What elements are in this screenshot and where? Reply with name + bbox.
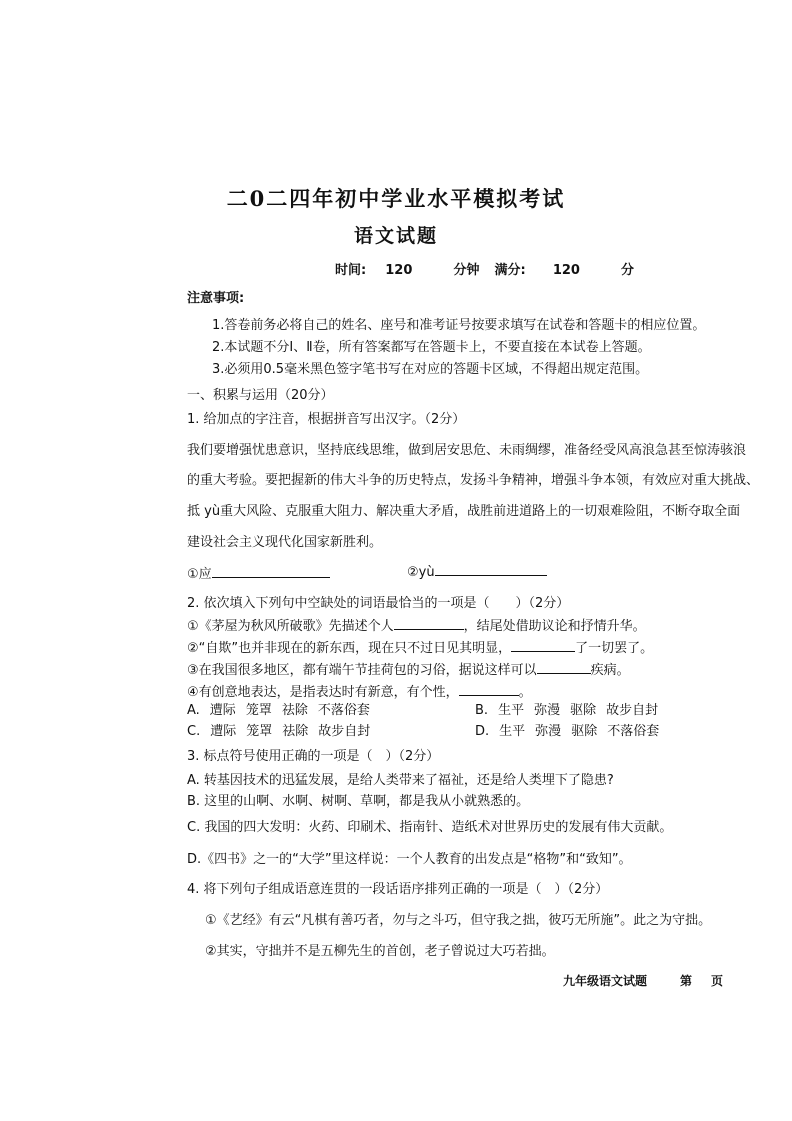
answer-blank[interactable] [212, 565, 330, 578]
footer-page-label: 第 [680, 974, 693, 988]
q2-option-b[interactable] [475, 699, 658, 718]
time-label: 时间: [335, 263, 367, 278]
option-word: 故步自封 [606, 703, 659, 718]
notice-item: 3.必须用0.5毫米黑色签字笔书写在对应的答题卡区域，不得超出规定范围。 [212, 362, 649, 377]
exam-meta [335, 259, 634, 278]
option-word: 不落俗套 [317, 703, 370, 718]
time-value: 120 [385, 263, 413, 278]
notice-heading: 注意事项: [187, 291, 245, 306]
option-word: 驱除 [571, 724, 598, 739]
q3-option-b[interactable]: B. 这里的山啊、水啊、树啊、草啊，都是我从小就熟悉的。 [187, 794, 530, 809]
q3-option-c[interactable]: C. 我国的四大发明：火药、印刷术、指南针、造纸术对世界历史的发展有伟大贡献。 [187, 820, 673, 835]
q1-passage-line: 建设社会主义现代化国家新胜利。 [187, 535, 383, 550]
q2-sentence-3 [187, 659, 630, 678]
q2-sentence-2-end: 了一切罢了。 [575, 641, 654, 656]
q1-blank-1-label: ①应 [187, 567, 212, 582]
q1-blank-1 [187, 563, 330, 582]
q1-passage-line: 我们要增强忧患意识，坚持底线思维，做到居安思危、未雨绸缪，准备经受风高浪急甚至惊涛骇浪 [187, 443, 747, 458]
option-word: 笼罩 [245, 703, 272, 718]
option-word: 故步自封 [318, 724, 371, 739]
answer-blank[interactable] [511, 639, 575, 652]
q4-sentence-1: ①《艺经》有云“凡棋有善巧者，勿与之斗巧，但守我之拙，彼巧无所施”。此之为守拙。 [205, 913, 712, 928]
q2-sentence-4-start: ④有创意地表达，是指表达时有新意，有个性， [187, 685, 459, 700]
option-label: C. [187, 724, 201, 739]
q1-passage-line: 抵 yù重大风险、克服重大阻力、解决重大矛盾，战胜前进道路上的一切艰难险阻，不断夺取全面 [187, 504, 741, 519]
time-unit: 分钟 [453, 263, 480, 278]
option-word: 生平 [499, 724, 526, 739]
q1-blank-2 [407, 563, 547, 580]
q3-stem: 3. 标点符号使用正确的一项是（ ）（2分） [187, 749, 440, 764]
option-word: 祛除 [281, 703, 308, 718]
exam-title: 二0二四年初中学业水平模拟考试 [226, 186, 566, 211]
q4-stem: 4. 将下列句子组成语意连贯的一段话语序排列正确的一项是（ ）（2分） [187, 882, 609, 897]
q2-sentence-2-start: ②“自欺”也并非现在的新东西，现在只不过日见其明显， [187, 641, 512, 656]
option-label: B. [475, 703, 489, 718]
q2-sentence-1-start: ①《茅屋为秋风所破歌》先描述个人 [187, 619, 394, 634]
footer-page-unit: 页 [711, 974, 724, 988]
q2-option-d[interactable] [475, 720, 659, 739]
q3-option-a[interactable]: A. 转基因技术的迅猛发展，是给人类带来了福祉，还是给人类埋下了隐患? [187, 773, 614, 788]
option-word: 驱除 [570, 703, 597, 718]
option-word: 不落俗套 [607, 724, 660, 739]
q4-sentence-2: ②其实，守拙并不是五柳先生的首创，老子曾说过大巧若拙。 [205, 944, 555, 959]
q1-passage-line: 的重大考验。要把握新的伟大斗争的历史特点，发扬斗争精神，增强斗争本领，有效应对重大挑战、 [187, 473, 760, 488]
q2-sentence-1 [187, 615, 646, 634]
option-label: A. [187, 703, 200, 718]
q2-sentence-3-end: 疾病。 [590, 663, 630, 678]
score-label: 满分: [494, 263, 526, 278]
footer-grade-subject: 九年级语文试题 [563, 974, 648, 988]
answer-blank[interactable] [435, 563, 547, 576]
option-word: 遭际 [210, 724, 237, 739]
notice-item: 2.本试题不分Ⅰ、Ⅱ卷，所有答案都写在答题卡上，不要直接在本试卷上答题。 [212, 340, 651, 355]
answer-blank[interactable] [459, 683, 519, 696]
q1-stem: 1. 给加点的字注音，根据拼音写出汉字。（2分） [187, 412, 466, 427]
option-word: 笼罩 [246, 724, 273, 739]
score-value: 120 [552, 263, 580, 278]
q2-sentence-1-end: ，结尾处借助议论和抒情升华。 [463, 619, 646, 634]
q2-sentence-4-end: 。 [518, 685, 532, 700]
answer-blank[interactable] [537, 661, 591, 674]
notice-item: 1.答卷前务必将自己的姓名、座号和准考证号按要求填写在试卷和答题卡的相应位置。 [212, 318, 706, 333]
score-unit: 分 [621, 263, 635, 278]
option-word: 遭际 [209, 703, 236, 718]
q3-option-d[interactable]: D.《四书》之一的“大学”里这样说：一个人教育的出发点是“格物”和“致知”。 [187, 852, 632, 867]
option-label: D. [475, 724, 490, 739]
section-heading: 一、积累与运用（20分） [187, 388, 334, 403]
q1-blank-2-label: ②yù [407, 565, 435, 580]
q2-stem: 2. 依次填入下列句中空缺处的词语最恰当的一项是（ ）（2分） [187, 596, 570, 611]
q2-sentence-3-start: ③在我国很多地区，都有端午节挂荷包的习俗，据说这样可以 [187, 663, 537, 678]
q2-sentence-2 [187, 637, 653, 656]
exam-subtitle: 语文试题 [353, 225, 438, 247]
option-word: 生平 [498, 703, 525, 718]
q2-option-c[interactable] [187, 720, 370, 739]
q2-option-a[interactable] [187, 699, 370, 718]
option-word: 祛除 [282, 724, 309, 739]
q2-sentence-4 [187, 681, 532, 700]
option-word: 弥漫 [534, 703, 561, 718]
option-word: 弥漫 [535, 724, 562, 739]
answer-blank[interactable] [394, 617, 464, 630]
